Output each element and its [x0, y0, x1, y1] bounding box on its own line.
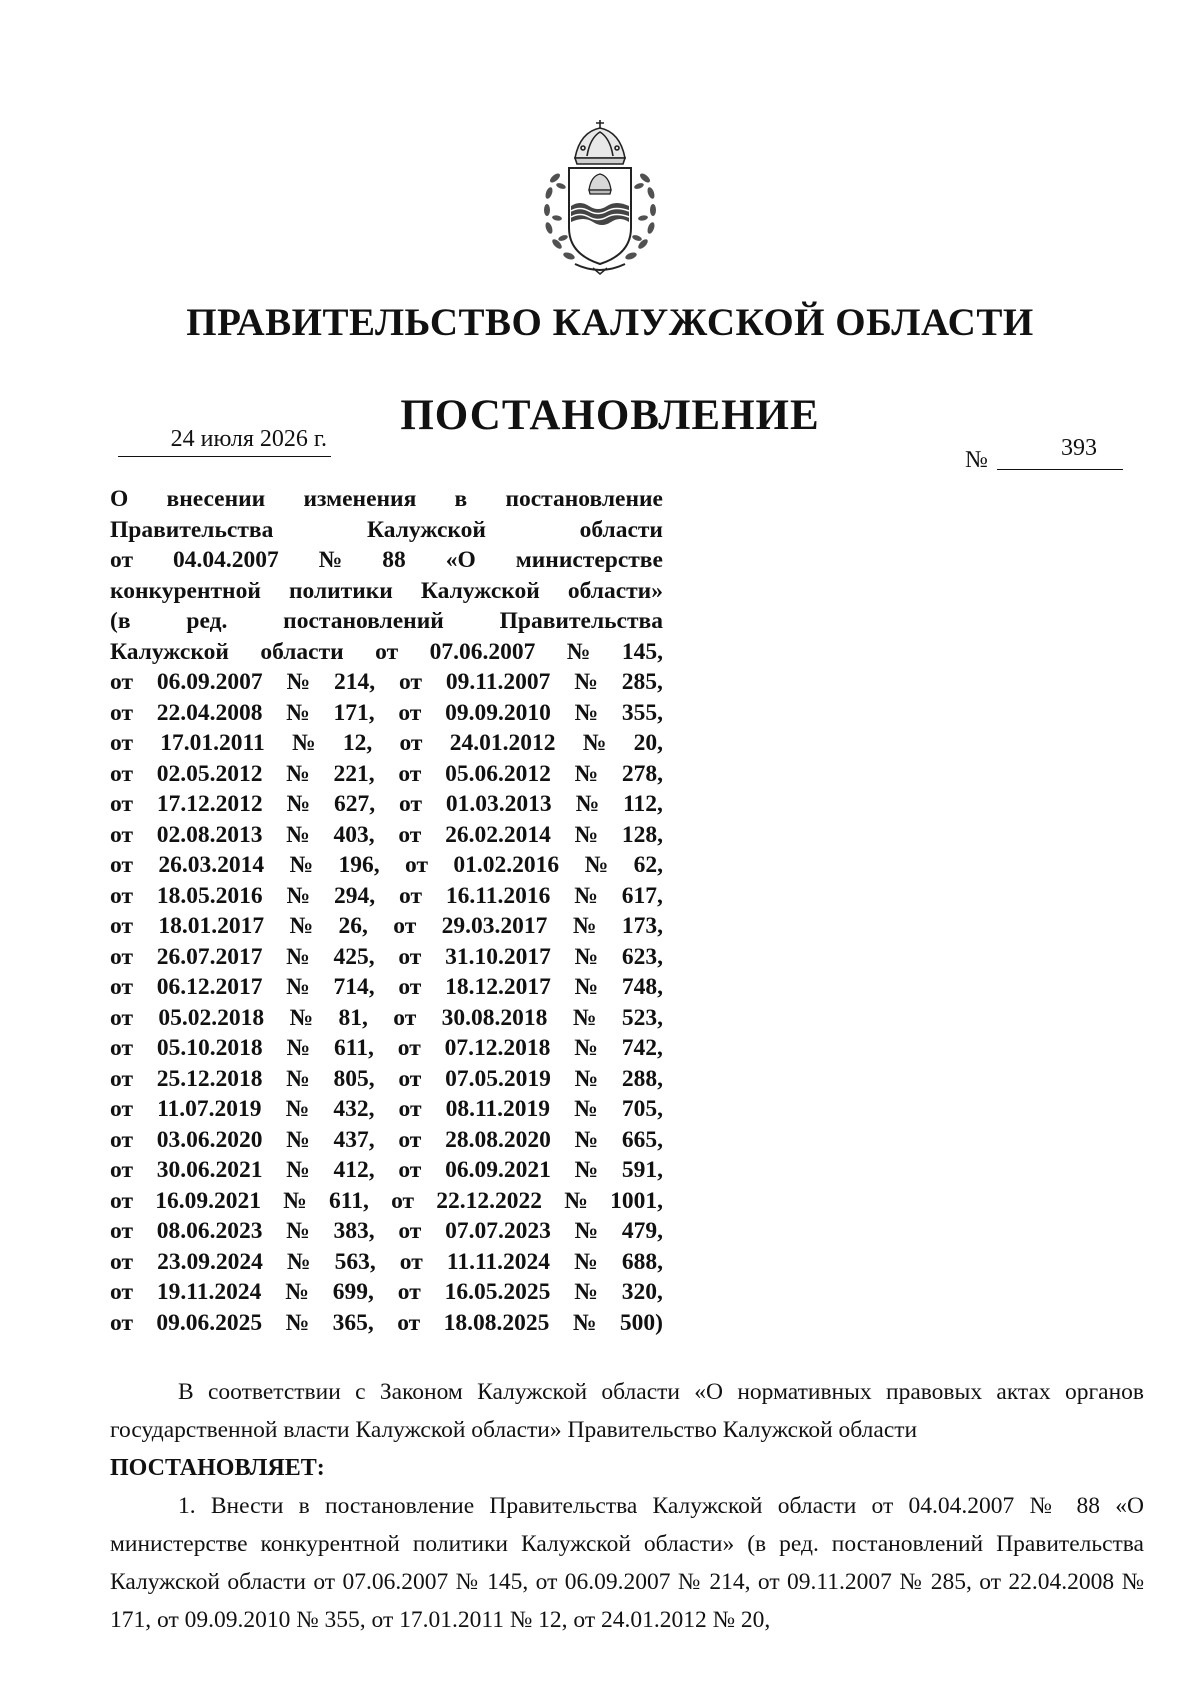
subject-word: №: [584, 852, 609, 878]
subject-word: 17.01.2011: [160, 730, 265, 756]
subject-word: 07.06.2007: [429, 638, 536, 665]
subject-line: [110, 576, 663, 607]
subject-word: Правительства: [499, 608, 663, 634]
subject-word: 05.06.2012: [445, 760, 551, 787]
subject-word: 1001,: [610, 1187, 663, 1214]
subject-word: 412,: [333, 1157, 375, 1183]
subject-word: 01.02.2016: [453, 852, 560, 878]
subject-word: 05.10.2018: [156, 1035, 263, 1061]
subject-word: 30.08.2018: [441, 1004, 548, 1031]
subject-word: 437,: [333, 1126, 375, 1153]
subject-word: 591,: [621, 1157, 663, 1183]
subject-word: 688,: [621, 1248, 663, 1275]
subject-word: 617,: [621, 882, 663, 909]
subject-word: 18.12.2017: [445, 974, 551, 1000]
subject-line: [110, 606, 663, 637]
subject-word: №: [574, 669, 598, 695]
subject-word: 285,: [621, 669, 663, 695]
subject-word: №: [574, 1218, 599, 1244]
subject-word: Правительства: [110, 516, 274, 543]
subject-word: 16.09.2021: [155, 1187, 261, 1214]
subject-word: №: [285, 1279, 309, 1305]
subject-word: 11.11.2024: [446, 1248, 551, 1275]
subject-word: от: [398, 821, 422, 848]
subject-word: №: [574, 1065, 599, 1092]
subject-line: [110, 1155, 663, 1186]
subject-word: от: [110, 760, 133, 787]
subject-word: 23.09.2024: [157, 1248, 263, 1275]
subject-word: 355,: [621, 699, 663, 726]
subject-word: 07.12.2018: [444, 1035, 551, 1061]
subject-word: министерстве: [515, 547, 663, 573]
subject-word: 02.05.2012: [156, 760, 263, 787]
subject-word: 611,: [334, 1035, 374, 1061]
subject-word: от: [399, 730, 423, 756]
subject-word: 383,: [333, 1218, 375, 1244]
subject-word: 403,: [333, 821, 375, 848]
subject-word: 432,: [333, 1096, 375, 1122]
subject-word: от: [375, 638, 399, 665]
subject-word: 04.04.2007: [172, 547, 279, 573]
subject-word: 320,: [621, 1279, 663, 1305]
subject-word: 08.06.2023: [156, 1218, 263, 1244]
subject-word: 26.03.2014: [158, 852, 265, 878]
subject-word: от: [110, 1248, 133, 1275]
subject-word: от: [399, 1248, 423, 1275]
document-body: [110, 1373, 1144, 1639]
subject-line: [110, 545, 663, 576]
subject-word: 563,: [334, 1248, 376, 1275]
item-1-text: 1. Внести в постановление Правительства Калужской области от 04.04.2007 № 88 «О министерстве конкурентной политики Калужской области» (в ред. постановлений Правительства Калужской области от 07.06.2007 № 145, от 06.09.2007 № 214, от 09.11.2007 № 285, от 22.04.2008 № 171, от 09.09.2010 № 355, от 17.01.2011 № 12, от 24.01.2012 № 20,: [110, 1493, 1144, 1633]
subject-word: 699,: [332, 1279, 374, 1305]
subject-word: от: [110, 699, 133, 726]
subject-line: [110, 1003, 663, 1034]
subject-line: [110, 484, 663, 515]
subject-word: 627,: [334, 791, 376, 817]
subject-line: [110, 1308, 663, 1339]
subject-word: 28.08.2020: [445, 1126, 551, 1153]
coat-of-arms-icon: [535, 118, 665, 276]
subject-word: О: [110, 486, 129, 512]
subject-word: №: [286, 760, 310, 787]
subject-word: от: [399, 791, 423, 817]
subject-word: от: [110, 821, 133, 848]
item-1-paragraph: [110, 1487, 1144, 1639]
subject-word: 623,: [621, 943, 663, 970]
subject-word: №: [289, 852, 314, 878]
subject-word: области»: [567, 577, 663, 604]
subject-word: от: [397, 1035, 421, 1061]
resolves-word: ПОСТАНОВЛЯЕТ:: [110, 1455, 325, 1481]
subject-word: 19.11.2024: [156, 1279, 262, 1305]
document-date: [118, 425, 331, 457]
subject-line: [110, 759, 663, 790]
subject-word: 425,: [333, 943, 375, 970]
subject-word: №: [582, 730, 607, 756]
document-date-value: 24 июля 2026 г.: [170, 426, 327, 452]
subject-word: 25.12.2018: [156, 1065, 263, 1092]
subject-word: от: [398, 974, 422, 1000]
subject-word: от: [110, 1309, 133, 1336]
subject-word: 523,: [621, 1004, 663, 1031]
subject-line: [110, 1125, 663, 1156]
subject-line: [110, 1216, 663, 1247]
subject-word: 24.01.2012: [449, 730, 556, 756]
subject-word: 22.12.2022: [436, 1187, 543, 1214]
subject-word: от: [110, 1065, 133, 1092]
subject-word: от: [110, 852, 133, 878]
subject-word: 171,: [333, 699, 375, 726]
subject-word: ред.: [186, 608, 228, 634]
subject-word: от: [399, 669, 423, 695]
subject-word: 06.12.2017: [156, 974, 263, 1000]
subject-line: [110, 972, 663, 1003]
subject-word: 81,: [338, 1004, 368, 1031]
subject-word: №: [572, 1004, 597, 1031]
preamble-paragraph: [110, 1373, 1144, 1449]
subject-word: 16.05.2025: [444, 1279, 551, 1305]
subject-word: 09.11.2007: [445, 669, 551, 695]
subject-line: [110, 1186, 663, 1217]
number-label: №: [965, 447, 988, 473]
subject-word: №: [318, 547, 343, 573]
subject-word: от: [110, 1035, 133, 1061]
subject-word: 196,: [338, 852, 380, 878]
subject-word: от: [110, 1187, 133, 1214]
document-type-title: ПОСТАНОВЛЕНИЕ: [400, 392, 820, 439]
subject-word: 294,: [334, 882, 376, 909]
subject-word: 18.08.2025: [443, 1309, 550, 1336]
subject-line: [110, 881, 663, 912]
subject-word: Калужской: [110, 638, 229, 665]
subject-word: 365,: [332, 1309, 374, 1336]
subject-word: 145,: [621, 638, 663, 665]
subject-word: 742,: [621, 1035, 663, 1061]
subject-word: №: [285, 1309, 310, 1336]
subject-word: внесении: [166, 486, 266, 512]
subject-line: [110, 1094, 663, 1125]
subject-word: №: [572, 1309, 597, 1336]
subject-word: от: [398, 1065, 422, 1092]
subject-word: от: [110, 913, 133, 939]
subject-word: 805,: [333, 1065, 375, 1092]
subject-word: от: [110, 669, 133, 695]
subject-word: от: [405, 852, 429, 878]
subject-word: от: [398, 1157, 422, 1183]
subject-word: №: [286, 1065, 310, 1092]
subject-line: [110, 850, 663, 881]
subject-word: №: [286, 669, 311, 695]
subject-word: №: [286, 882, 311, 909]
subject-word: от: [110, 1126, 133, 1153]
subject-word: №: [574, 1279, 598, 1305]
subject-word: от: [398, 760, 422, 787]
subject-line: [110, 1277, 663, 1308]
subject-word: №: [564, 1187, 588, 1214]
subject-word: от: [398, 1096, 422, 1122]
number-underline: [997, 469, 1123, 470]
subject-word: 22.04.2008: [156, 699, 263, 726]
subject-word: 112,: [623, 791, 663, 817]
document-number: [965, 436, 1123, 472]
resolves-paragraph: [110, 1449, 1144, 1487]
subject-word: 12,: [342, 730, 373, 756]
subject-word: №: [286, 699, 310, 726]
subject-word: от: [398, 1218, 422, 1244]
subject-word: Калужской: [420, 577, 540, 604]
subject-word: №: [283, 1187, 307, 1214]
subject-word: 18.01.2017: [158, 913, 265, 939]
subject-word: от: [397, 1279, 421, 1305]
subject-word: от: [398, 699, 422, 726]
subject-word: 11.07.2019: [157, 1096, 262, 1122]
subject-word: 221,: [333, 760, 375, 787]
subject-word: в: [454, 486, 468, 512]
subject-word: от: [393, 913, 417, 939]
subject-word: 748,: [621, 974, 663, 1000]
subject-word: от: [110, 1279, 133, 1305]
subject-word: (в: [110, 608, 131, 634]
subject-word: изменения: [303, 486, 417, 512]
subject-word: 611,: [329, 1187, 369, 1214]
subject-word: от: [110, 1218, 133, 1244]
subject-line: [110, 1064, 663, 1095]
subject-line: [110, 667, 663, 698]
subject-word: 17.12.2012: [156, 791, 263, 817]
subject-word: №: [574, 943, 599, 970]
subject-word: 479,: [621, 1218, 663, 1244]
subject-word: 02.08.2013: [156, 821, 263, 848]
subject-word: от: [110, 943, 133, 970]
subject-line: [110, 515, 663, 546]
subject-word: №: [286, 821, 310, 848]
subject-word: 278,: [621, 760, 663, 787]
subject-word: 20,: [633, 730, 663, 756]
subject-word: №: [574, 1035, 598, 1061]
subject-word: от: [399, 882, 423, 909]
subject-word: 62,: [633, 852, 663, 878]
subject-word: 665,: [621, 1126, 663, 1153]
subject-word: политики: [288, 577, 393, 604]
subject-word: №: [286, 1157, 310, 1183]
subject-word: от: [391, 1187, 415, 1214]
subject-word: от: [110, 1096, 133, 1122]
subject-word: 500): [619, 1309, 663, 1336]
subject-word: №: [574, 760, 599, 787]
subject-word: 714,: [333, 974, 375, 1000]
subject-line: [110, 637, 663, 668]
subject-word: 09.09.2010: [445, 699, 551, 726]
subject-line: [110, 911, 663, 942]
subject-word: от: [398, 943, 422, 970]
subject-word: №: [574, 1248, 598, 1275]
subject-word: 26,: [338, 913, 368, 939]
subject-word: 18.05.2016: [156, 882, 263, 909]
subject-word: постановлений: [283, 608, 444, 634]
subject-word: от: [110, 882, 133, 909]
subject-word: 03.06.2020: [156, 1126, 263, 1153]
subject-word: от: [398, 1126, 422, 1153]
subject-line: [110, 728, 663, 759]
preamble-text: В соответствии с Законом Калужской области «О нормативных правовых актах органов государственной власти Калужской области» Правительство Калужской области: [110, 1379, 1144, 1443]
subject-word: 05.02.2018: [158, 1004, 265, 1031]
subject-word: №: [574, 699, 599, 726]
subject-word: №: [286, 1248, 311, 1275]
subject-word: 07.05.2019: [445, 1065, 551, 1092]
subject-line: [110, 820, 663, 851]
number-value: 393: [1061, 435, 1097, 461]
subject-word: 128,: [621, 821, 663, 848]
subject-word: №: [286, 791, 311, 817]
subject-word: №: [572, 913, 597, 939]
subject-line: [110, 1033, 663, 1064]
subject-word: Калужской: [367, 516, 486, 543]
subject-word: №: [566, 638, 591, 665]
subject-word: №: [286, 943, 310, 970]
subject-line: [110, 1247, 663, 1278]
subject-word: от: [110, 1157, 133, 1183]
subject-word: 26.02.2014: [445, 821, 551, 848]
subject-word: 29.03.2017: [441, 913, 548, 939]
government-title: ПРАВИТЕЛЬСТВО КАЛУЖСКОЙ ОБЛАСТИ: [186, 301, 1034, 344]
subject-word: №: [574, 1157, 599, 1183]
subject-word: №: [286, 1035, 311, 1061]
subject-word: от: [393, 1004, 417, 1031]
subject-word: конкурентной: [110, 577, 261, 604]
subject-word: №: [285, 1096, 310, 1122]
subject-line: [110, 698, 663, 729]
subject-word: 01.03.2013: [445, 791, 552, 817]
subject-word: от: [110, 791, 133, 817]
subject-word: области: [260, 638, 344, 665]
subject-word: 214,: [334, 669, 376, 695]
subject-word: №: [289, 913, 314, 939]
subject-line: [110, 789, 663, 820]
subject-word: 173,: [621, 913, 663, 939]
subject-word: №: [574, 821, 599, 848]
subject-line: [110, 942, 663, 973]
subject-word: 06.09.2007: [156, 669, 263, 695]
subject-word: 08.11.2019: [445, 1096, 551, 1122]
subject-word: №: [574, 882, 598, 909]
subject-word: 31.10.2017: [445, 943, 551, 970]
subject-word: №: [289, 1004, 314, 1031]
subject-word: 26.07.2017: [156, 943, 263, 970]
subject-word: от: [397, 1309, 421, 1336]
subject-word: 16.11.2016: [445, 882, 551, 909]
subject-word: №: [574, 1096, 598, 1122]
subject-word: области: [579, 516, 663, 543]
subject-word: №: [575, 791, 600, 817]
subject-word: от: [110, 547, 133, 573]
subject-word: 30.06.2021: [156, 1157, 263, 1183]
subject-word: от: [110, 1004, 133, 1031]
subject-word: 288,: [621, 1065, 663, 1092]
subject-word: постановление: [505, 486, 663, 512]
subject-word: от: [110, 730, 133, 756]
subject-word: от: [110, 974, 133, 1000]
subject-word: 06.09.2021: [445, 1157, 551, 1183]
subject-word: №: [574, 974, 599, 1000]
subject-word: 88: [382, 547, 406, 573]
subject-word: №: [286, 1126, 310, 1153]
subject-word: №: [291, 730, 316, 756]
subject-word: №: [286, 1218, 310, 1244]
subject-word: №: [574, 1126, 599, 1153]
subject-word: 07.07.2023: [445, 1218, 551, 1244]
subject-word: №: [286, 974, 310, 1000]
subject-word: 705,: [621, 1096, 663, 1122]
subject-word: «О: [445, 547, 476, 573]
subject-word: 09.06.2025: [156, 1309, 263, 1336]
document-subject: [110, 484, 663, 1338]
